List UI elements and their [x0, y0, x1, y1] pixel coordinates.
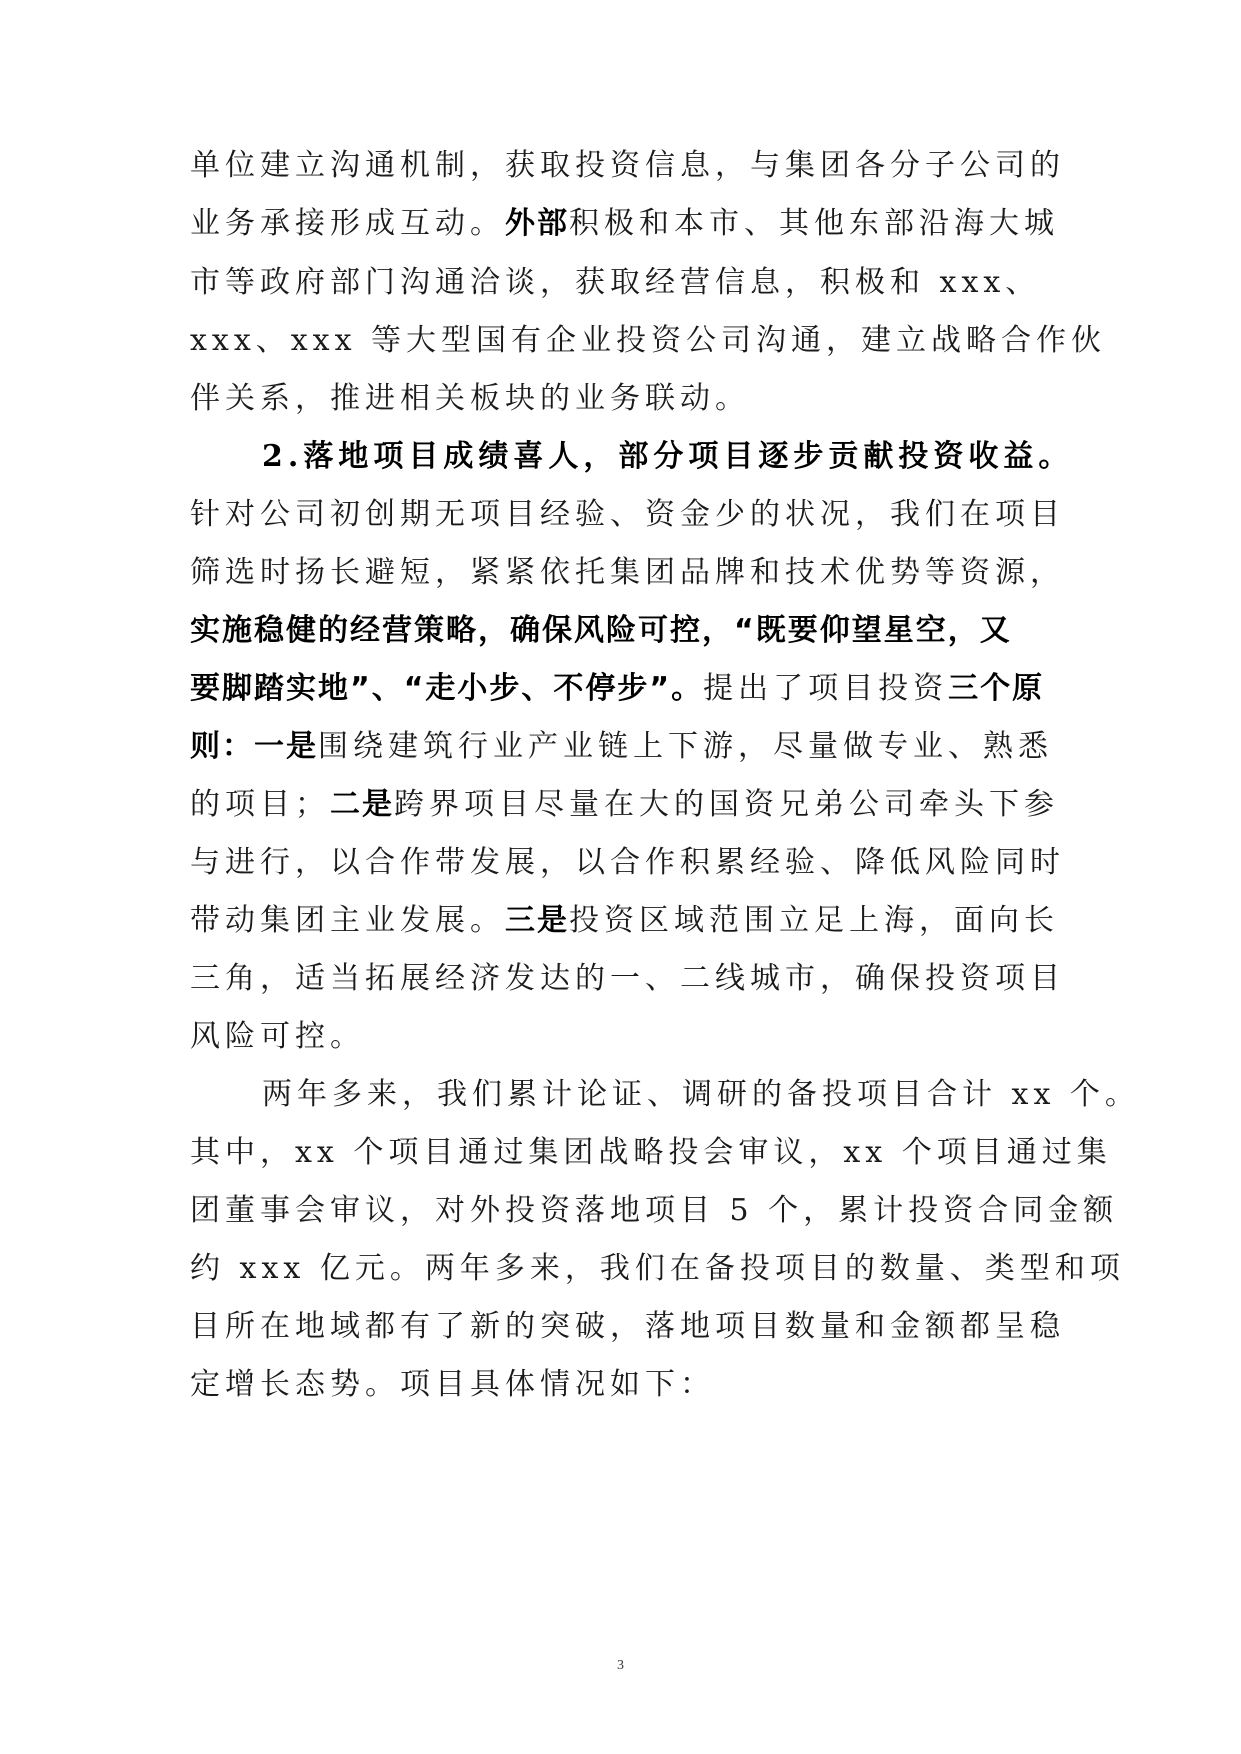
bold-keyword: 三是: [505, 903, 569, 938]
text-line: 两年多来，我们累计论证、调研的备投项目合计 xx 个。: [262, 1077, 1140, 1112]
text-line: 约 xxx 亿元。两年多来，我们在备投项目的数量、类型和项: [190, 1251, 1125, 1286]
bold-keyword: 二是: [330, 787, 394, 822]
text-line: xxx、xxx 等大型国有企业投资公司沟通，建立战略合作伙: [190, 323, 1107, 358]
bold-keyword: 外部: [505, 206, 569, 241]
text-line: 定增长态势。项目具体情况如下：: [190, 1367, 715, 1402]
text-line: 与进行，以合作带发展，以合作积累经验、降低风险同时: [190, 845, 1065, 880]
text-line: 单位建立沟通机制，获取投资信息，与集团各分子公司的: [190, 148, 1065, 183]
text-line: 针对公司初创期无项目经验、资金少的状况，我们在项目: [190, 497, 1065, 532]
bold-text-line: 实施稳健的经营策略，确保风险可控，“既要仰望星空，又: [190, 613, 1012, 648]
text-line: 其中，xx 个项目通过集团战略投会审议，xx 个项目通过集: [190, 1135, 1112, 1170]
text-line: 带动集团主业发展。三是投资区域范围立足上海，面向长: [190, 903, 1059, 938]
text-line: 业务承接形成互动。外部积极和本市、其他东部沿海大城: [190, 206, 1059, 241]
text-line: 筛选时扬长避短，紧紧依托集团品牌和技术优势等资源，: [190, 555, 1065, 590]
text-line: 伴关系，推进相关板块的业务联动。: [190, 381, 750, 416]
text-line: 市等政府部门沟通洽谈，获取经营信息，积极和 xxx、: [190, 265, 1041, 300]
text-line: 目所在地域都有了新的突破，落地项目数量和金额都呈稳: [190, 1309, 1065, 1344]
section-heading: 2.落地项目成绩喜人，部分项目逐步贡献投资收益。: [262, 439, 1074, 474]
text-line: 要脚踏实地”、“走小步、不停步”。提出了项目投资三个原: [190, 671, 1045, 706]
text-line: 则：一是围绕建筑行业产业链上下游，尽量做专业、熟悉: [190, 729, 1053, 764]
text-line: 的项目；二是跨界项目尽量在大的国资兄弟公司牵头下参: [190, 787, 1059, 822]
bold-phrase: 要脚踏实地”、“走小步、不停步”。: [190, 671, 704, 706]
text-line: 团董事会审议，对外投资落地项目 5 个，累计投资合同金额: [190, 1193, 1119, 1228]
bold-keyword: 则：一是: [190, 729, 318, 764]
page-number: 3: [617, 1658, 624, 1673]
text-line: 三角，适当拓展经济发达的一、二线城市，确保投资项目: [190, 961, 1065, 996]
bold-keyword: 三个原: [948, 671, 1045, 706]
text-line: 风险可控。: [190, 1019, 365, 1054]
